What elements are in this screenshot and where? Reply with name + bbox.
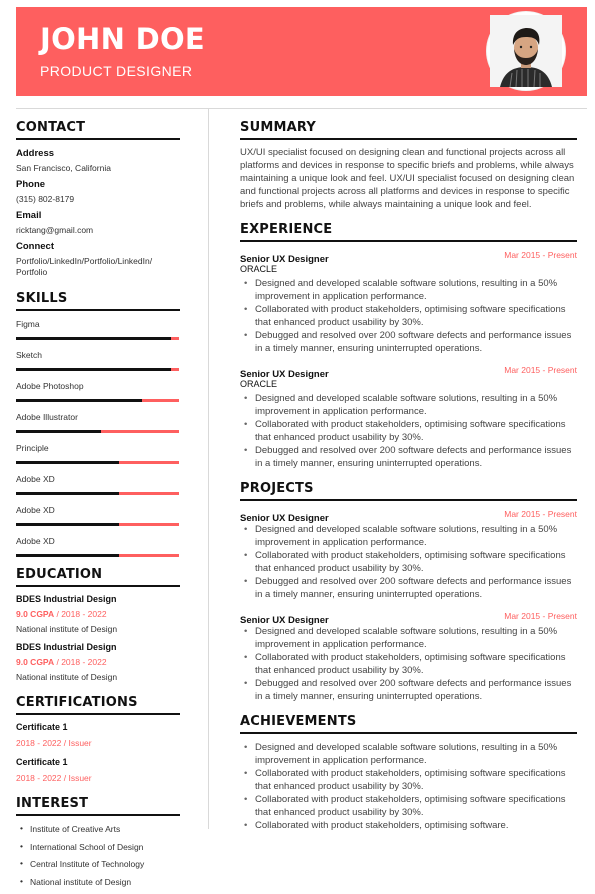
address-label: Address [16,148,55,159]
candidate-name: JOHN DOE [40,22,206,56]
skill-item [16,505,180,526]
project-header [240,508,577,524]
header-divider [16,108,587,109]
skill-name: Adobe XD [16,505,55,515]
bullet-item: • Collaborated with product stakeholders, optimising software specifications that enhanced product usability by 30%. [240,549,577,575]
avatar [487,12,565,90]
certification-meta: 2018 - 2022 / Issuer [16,773,92,783]
skill-name: Sketch [16,350,42,360]
skill-name: Adobe XD [16,536,55,546]
certification-name: Certificate 1 [16,722,68,732]
interest-item: • International School of Design [16,842,180,860]
skill-level-fill [16,523,119,526]
email-value[interactable]: ricktang@gmail.com [16,225,94,235]
certification-item [16,722,180,748]
education-meta: 9.0 CGPA / 2018 - 2022 [16,609,107,619]
education-item [16,642,180,682]
education-section [16,567,180,682]
job-header [240,249,577,265]
interest-section [16,796,180,894]
project-bullets [240,625,577,703]
skill-name: Figma [16,319,40,329]
phone-label: Phone [16,179,46,190]
skill-level-bar [16,399,179,402]
skill-name: Principle [16,443,49,453]
skill-level-bar [16,492,179,495]
skill-level-fill [16,554,119,557]
education-degree: BDES Industrial Design [16,594,117,604]
skill-name: Adobe XD [16,474,55,484]
bullet-item: • Collaborated with product stakeholders, optimising software specifications that enhanced product usability by 30%. [240,303,577,329]
connect-links-cont[interactable]: Portfolio [16,267,48,277]
address-value: San Francisco, California [16,163,111,173]
bullet-item: • Collaborated with product stakeholders, optimising software specifications that enhanced product usability by 30%. [240,767,577,793]
education-years: 2018 - 2022 [61,609,107,619]
job-title: Senior UX Designer [240,369,329,380]
phone-value: (315) 802-8179 [16,194,75,204]
education-years: 2018 - 2022 [61,657,107,667]
section-title-contact: CONTACT [16,120,180,140]
skill-level-bar [16,430,179,433]
project-date: Mar 2015 - Present [504,611,577,621]
connect-label: Connect [16,241,54,252]
skill-level-bar [16,523,179,526]
skill-item [16,443,180,464]
right-column [240,120,577,832]
certification-name: Certificate 1 [16,757,68,767]
summary-text: UX/UI specialist focused on designing clean and functional projects across all platforms and devices in response to specific briefs and problems, while always maintaining a unique look and feel. UX/UI specialist focused on designing clean and functional projects across all platforms and devices in response to specific briefs and problems, while always maintaining a unique look and feel. [240,147,575,210]
skill-level-bar [16,368,179,371]
project-entry [240,610,577,703]
section-title-skills: SKILLS [16,291,180,311]
section-title-education: EDUCATION [16,567,180,587]
skill-level-fill [16,399,142,402]
bullet-item: • Designed and developed scalable software solutions, resulting in a 50% improvement in application performance. [240,392,577,418]
column-divider [208,109,209,829]
education-gpa: 9.0 CGPA [16,657,55,667]
job-company: ORACLE [240,264,278,274]
bullet-item: • Designed and developed scalable software solutions, resulting in a 50% improvement in application performance. [240,741,577,767]
skill-item [16,381,180,402]
job-title: Senior UX Designer [240,254,329,265]
achievements-section [240,714,577,832]
bullet-item: • Designed and developed scalable software solutions, resulting in a 50% improvement in application performance. [240,625,577,651]
header-banner [16,7,587,96]
interest-item: • National institute of Design [16,877,180,894]
experience-section [240,222,577,470]
project-header [240,610,577,626]
connect-links[interactable]: Portfolio/LinkedIn/Portfolio/LinkedIn/ [16,256,153,266]
education-meta: 9.0 CGPA / 2018 - 2022 [16,657,107,667]
candidate-role: PRODUCT DESIGNER [40,63,193,79]
certifications-section [16,695,180,783]
skill-level-bar [16,554,179,557]
education-degree: BDES Industrial Design [16,642,117,652]
section-title-experience: EXPERIENCE [240,222,577,242]
skill-level-bar [16,337,179,340]
skill-item [16,350,180,371]
skill-name: Adobe Photoshop [16,381,84,391]
skill-item [16,474,180,495]
section-title-projects: PROJECTS [240,481,577,501]
skill-item [16,536,180,557]
bullet-item: • Debugged and resolved over 200 software defects and performance issues in a timely manner, ensuring uninterrupted operations. [240,444,577,470]
skill-level-fill [16,337,171,340]
summary-section [240,120,577,211]
portrait-image [490,15,562,87]
certification-meta: 2018 - 2022 / Issuer [16,738,92,748]
job-header [240,364,577,380]
skill-level-bar [16,461,179,464]
project-entry [240,508,577,601]
job-company: ORACLE [240,379,278,389]
interest-item: • Central Institute of Technology [16,859,180,877]
job-bullets [240,277,577,355]
certification-item [16,757,180,783]
skill-item [16,412,180,433]
section-title-achievements: ACHIEVEMENTS [240,714,577,734]
bullet-item: • Collaborated with product stakeholders, optimising software specifications that enhanced product usability by 30%. [240,418,577,444]
skill-level-fill [16,461,119,464]
contact-section [16,120,180,278]
interest-item: • Institute of Creative Arts [16,824,180,842]
skills-list [16,319,180,557]
education-school: National institute of Design [16,624,118,634]
skill-name: Adobe Illustrator [16,412,78,422]
bullet-item: • Designed and developed scalable software solutions, resulting in a 50% improvement in application performance. [240,277,577,303]
job-entry [240,249,577,355]
skills-section [16,291,180,557]
education-school: National institute of Design [16,672,118,682]
skill-level-fill [16,492,119,495]
project-date: Mar 2015 - Present [504,509,577,519]
education-item [16,594,180,634]
job-bullets [240,392,577,470]
skill-level-fill [16,368,171,371]
project-title: Senior UX Designer [240,513,329,524]
section-title-summary: SUMMARY [240,120,577,140]
interest-list [16,824,180,894]
left-column [16,120,180,894]
skill-item [16,319,180,340]
project-title: Senior UX Designer [240,615,329,626]
bullet-item: • Debugged and resolved over 200 software defects and performance issues in a timely manner, ensuring uninterrupted operations. [240,575,577,601]
bullet-item: • Debugged and resolved over 200 software defects and performance issues in a timely manner, ensuring uninterrupted operations. [240,677,577,703]
email-label: Email [16,210,42,221]
bullet-item: • Collaborated with product stakeholders, optimising software specifications that enhanced product usability by 30%. [240,793,577,819]
achievement-bullets [240,741,577,832]
project-bullets [240,523,577,601]
skill-level-fill [16,430,101,433]
section-title-interest: INTEREST [16,796,180,816]
bullet-item: • Designed and developed scalable software solutions, resulting in a 50% improvement in application performance. [240,523,577,549]
job-date: Mar 2015 - Present [504,250,577,260]
projects-section [240,481,577,703]
education-gpa: 9.0 CGPA [16,609,55,619]
bullet-item: • Collaborated with product stakeholders, optimising software specifications that enhanced product usability by 30%. [240,651,577,677]
section-title-certifications: CERTIFICATIONS [16,695,180,715]
bullet-item: • Collaborated with product stakeholders, optimising software. [240,819,577,832]
job-date: Mar 2015 - Present [504,365,577,375]
bullet-item: • Debugged and resolved over 200 software defects and performance issues in a timely manner, ensuring uninterrupted operations. [240,329,577,355]
job-entry [240,364,577,470]
